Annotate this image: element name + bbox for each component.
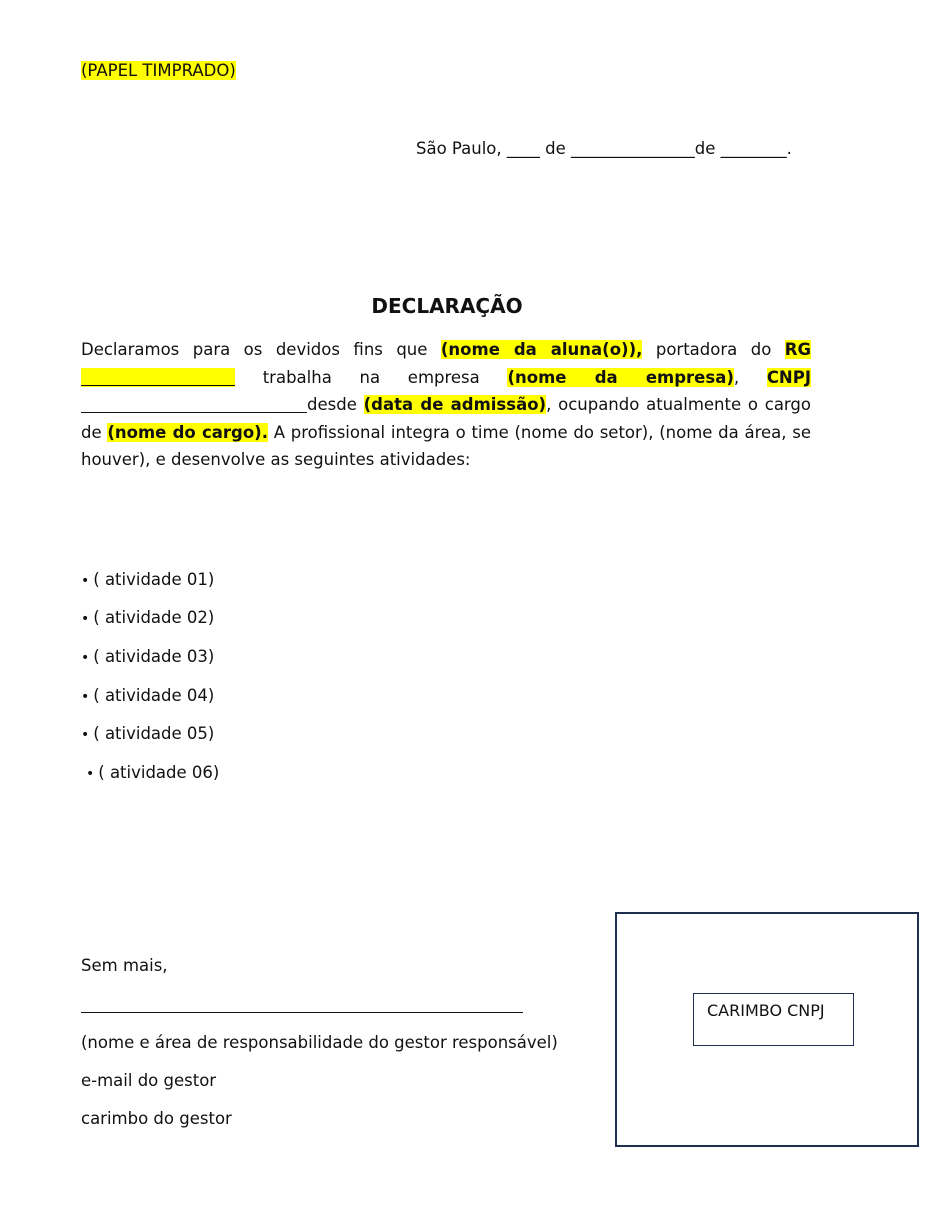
bullet-icon: • <box>81 727 90 743</box>
bullet-icon: • <box>86 766 95 782</box>
company-field: (nome da empresa) <box>507 367 734 387</box>
activity-text: ( atividade 04) <box>93 686 215 705</box>
document-title: DECLARAÇÃO <box>371 294 523 318</box>
bullet-icon: • <box>81 573 90 589</box>
signature-line <box>81 1012 523 1013</box>
activity-text: ( atividade 01) <box>93 570 215 589</box>
cnpj-blank <box>81 394 307 413</box>
list-item <box>81 685 214 708</box>
cnpj-field: CNPJ <box>766 367 811 387</box>
bullet-icon: • <box>81 611 90 627</box>
paragraph-text: A profissional integra o time (nome do setor), (nome da área, se houver), e desenvolve as seguintes atividades: <box>81 422 811 469</box>
list-item <box>81 723 214 746</box>
paragraph-text: , ocupando atualmente o cargo de <box>81 395 811 442</box>
rg-field: RG <box>784 340 811 359</box>
cnpj-stamp-label: CARIMBO CNPJ <box>707 1001 825 1020</box>
admission-date-field: (data de admissão) <box>363 395 547 414</box>
list-item <box>81 607 214 630</box>
bullet-icon: • <box>81 650 90 666</box>
bullet-icon: • <box>81 689 90 705</box>
role-field: (nome do cargo). <box>107 422 268 442</box>
rg-blank <box>81 366 235 385</box>
paragraph-text: , <box>733 367 767 387</box>
letterhead-placeholder <box>81 59 236 83</box>
date-line: São Paulo, ____ de _______________de ________. <box>416 139 792 158</box>
activity-text: ( atividade 05) <box>93 724 215 743</box>
closing-text: Sem mais, <box>81 956 168 975</box>
manager-email: e-mail do gestor <box>81 1071 217 1090</box>
activity-text: ( atividade 02) <box>93 608 215 627</box>
paragraph-text: portadora do <box>642 340 785 359</box>
paragraph-text: desde <box>307 395 364 414</box>
paragraph-text: Declaramos para os devidos fins que <box>81 340 441 359</box>
manager-name-area: (nome e área de responsabilidade do gestor responsável) <box>81 1033 558 1052</box>
paragraph-text: trabalha na empresa <box>235 367 508 387</box>
activity-text: ( atividade 06) <box>98 763 220 782</box>
student-name-field: (nome da aluna(o)), <box>440 340 643 359</box>
manager-stamp: carimbo do gestor <box>81 1109 232 1128</box>
letterhead-text: (PAPEL TIMPRADO) <box>81 61 236 80</box>
activity-text: ( atividade 03) <box>93 647 215 666</box>
declaration-paragraph <box>81 336 811 474</box>
list-item <box>81 569 214 592</box>
list-item <box>86 762 219 785</box>
list-item <box>81 646 214 669</box>
